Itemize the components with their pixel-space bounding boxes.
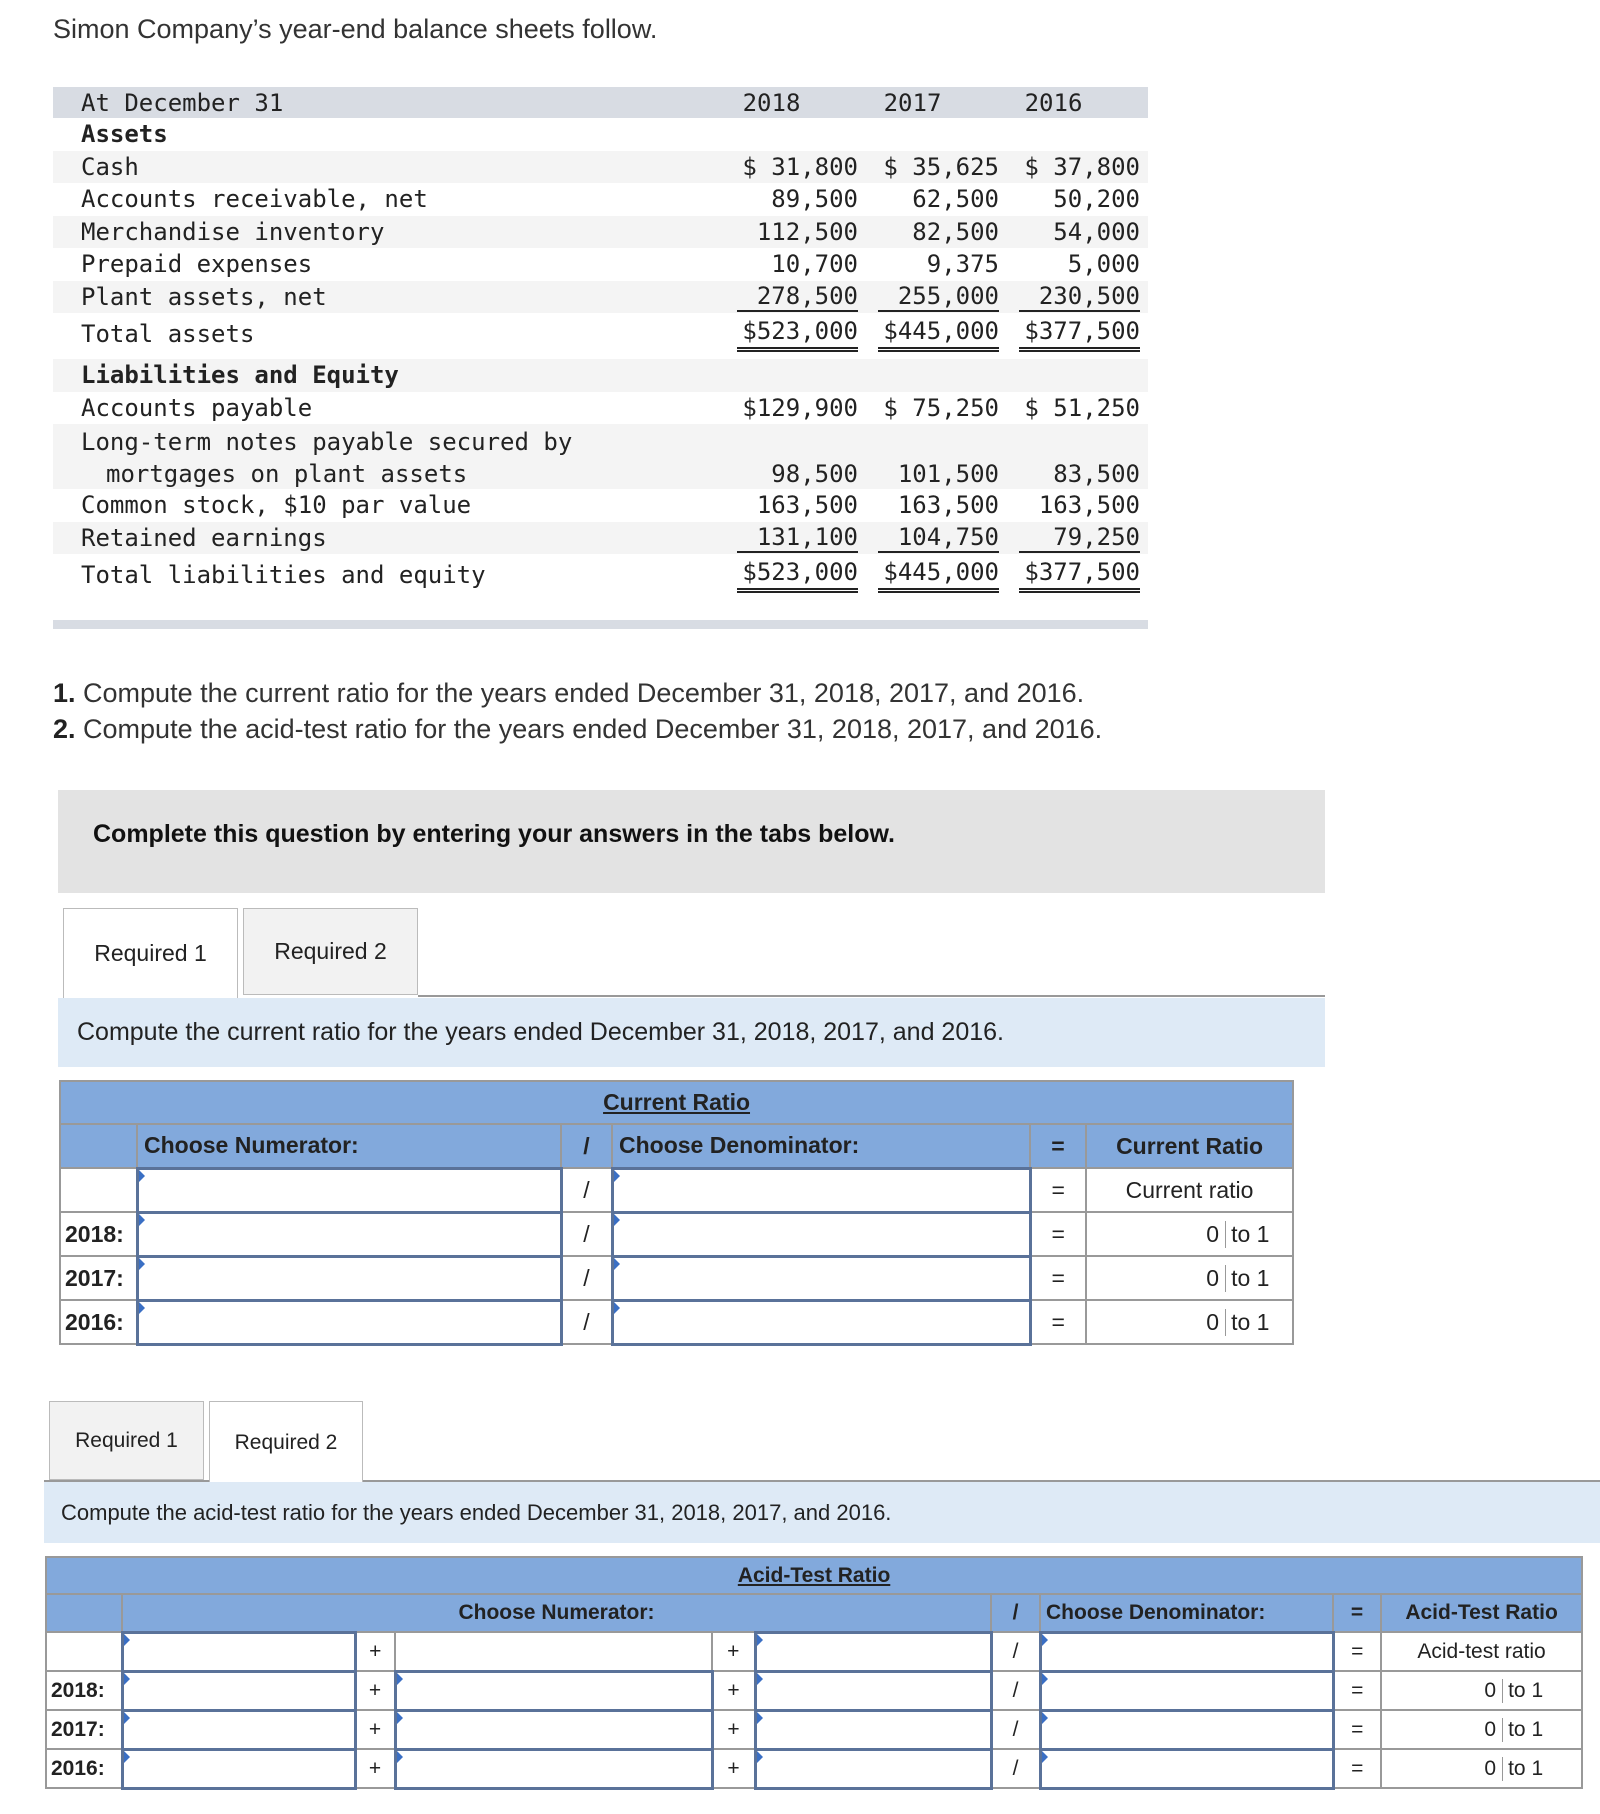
asset-row bbox=[53, 248, 1148, 281]
plus: + bbox=[712, 1632, 755, 1671]
amount: $377,500 bbox=[1019, 558, 1140, 593]
tab-required-2[interactable] bbox=[243, 908, 418, 995]
amount: $377,500 bbox=[1019, 317, 1140, 352]
amount: 230,500 bbox=[1019, 282, 1140, 312]
numerator-3-select[interactable] bbox=[755, 1671, 991, 1710]
amount: 79,250 bbox=[1019, 523, 1140, 553]
equals: = bbox=[1030, 1124, 1086, 1168]
amount: 98,500 bbox=[771, 460, 858, 488]
numerator-select[interactable] bbox=[137, 1212, 561, 1256]
plus: + bbox=[712, 1710, 755, 1749]
ratio-value: 0 bbox=[1382, 1679, 1503, 1703]
amount: 89,500 bbox=[771, 185, 858, 214]
slash: / bbox=[991, 1594, 1040, 1632]
question-1 bbox=[53, 678, 1084, 709]
liability-row bbox=[53, 424, 1148, 489]
ratio-value: 0 bbox=[1087, 1221, 1226, 1248]
row-label: Accounts receivable, net bbox=[81, 185, 428, 214]
year-label: 2017: bbox=[46, 1710, 122, 1749]
slash: / bbox=[991, 1632, 1040, 1671]
denominator-header: Choose Denominator: bbox=[1040, 1594, 1333, 1632]
numerator-2-select[interactable] bbox=[395, 1749, 712, 1788]
year-label: 2018: bbox=[60, 1212, 137, 1256]
plus: + bbox=[355, 1671, 395, 1710]
numerator-1-label-select[interactable] bbox=[122, 1632, 355, 1671]
denominator-select[interactable] bbox=[612, 1300, 1030, 1344]
slash: / bbox=[991, 1749, 1040, 1788]
year-label: 2016: bbox=[60, 1300, 137, 1344]
amount: $523,000 bbox=[737, 558, 858, 593]
amount: $523,000 bbox=[737, 317, 858, 352]
amount: 5,000 bbox=[1067, 250, 1140, 279]
slash: / bbox=[561, 1256, 612, 1300]
numerator-2-blank bbox=[395, 1632, 712, 1671]
plus: + bbox=[355, 1632, 395, 1671]
amount: 255,000 bbox=[878, 282, 999, 312]
current-ratio-table bbox=[59, 1080, 1294, 1346]
amount: 83,500 bbox=[1053, 460, 1140, 488]
row-label: Merchandise inventory bbox=[81, 217, 385, 246]
amount: $445,000 bbox=[878, 558, 999, 593]
equals: = bbox=[1030, 1256, 1086, 1300]
year-label: 2018: bbox=[46, 1671, 122, 1710]
numerator-select[interactable] bbox=[137, 1256, 561, 1300]
slash: / bbox=[561, 1168, 612, 1212]
denominator-select[interactable] bbox=[1040, 1710, 1333, 1749]
amount: 101,500 bbox=[897, 460, 999, 488]
ratio-value: 0 bbox=[1087, 1309, 1226, 1336]
ratio-suffix: to 1 bbox=[1231, 1308, 1270, 1335]
slash: / bbox=[561, 1300, 612, 1344]
total-liabilities-row bbox=[53, 554, 1148, 596]
tab-label: Required 2 bbox=[234, 1430, 338, 1454]
amount: $ 51,250 bbox=[1024, 393, 1140, 422]
tab-required-2[interactable] bbox=[209, 1401, 363, 1483]
result-header: Current Ratio bbox=[1086, 1124, 1293, 1168]
table-row bbox=[60, 1256, 1293, 1300]
equals: = bbox=[1030, 1300, 1086, 1344]
ratio-suffix: to 1 bbox=[1508, 1756, 1544, 1780]
amount: 82,500 bbox=[912, 217, 999, 246]
amount: $445,000 bbox=[878, 317, 999, 352]
row-label: Total assets bbox=[81, 320, 255, 348]
slash: / bbox=[991, 1710, 1040, 1749]
amount: 163,500 bbox=[756, 491, 858, 520]
row-label-cont: mortgages on plant assets bbox=[106, 460, 468, 488]
table-bottom-bar bbox=[53, 620, 1148, 629]
amount: 278,500 bbox=[737, 282, 858, 312]
year-label: 2017: bbox=[60, 1256, 137, 1300]
instruction-text: Complete this question by entering your answers in the tabs below. bbox=[93, 820, 895, 848]
row-label: Accounts payable bbox=[81, 393, 313, 422]
tab-required-1[interactable] bbox=[49, 1401, 204, 1480]
amount: 9,375 bbox=[926, 250, 999, 279]
numerator-1-select[interactable] bbox=[122, 1710, 355, 1749]
row-label: Long-term notes payable secured by bbox=[81, 428, 573, 456]
amount: 54,000 bbox=[1053, 217, 1140, 246]
slash: / bbox=[561, 1212, 612, 1256]
asset-row bbox=[53, 216, 1148, 249]
question-text: Compute the acid-test ratio for the years ended December 31, 2018, 2017, and 2016. bbox=[75, 714, 1103, 744]
row-label: Cash bbox=[81, 152, 139, 181]
equals: = bbox=[1030, 1212, 1086, 1256]
table-row bbox=[46, 1710, 1582, 1749]
row-label: Retained earnings bbox=[81, 523, 327, 552]
equals: = bbox=[1333, 1594, 1381, 1632]
table-title: Acid-Test Ratio bbox=[46, 1557, 1582, 1594]
numerator-select[interactable] bbox=[137, 1300, 561, 1344]
result-label: Acid-test ratio bbox=[1381, 1632, 1582, 1671]
tab-required-1[interactable] bbox=[63, 908, 238, 998]
tab-label: Required 1 bbox=[94, 940, 207, 966]
row-label: Prepaid expenses bbox=[81, 250, 313, 279]
table-row bbox=[60, 1212, 1293, 1256]
equals: = bbox=[1333, 1749, 1381, 1788]
denominator-select[interactable] bbox=[1040, 1671, 1333, 1710]
amount: 104,750 bbox=[878, 523, 999, 553]
ratio-suffix: to 1 bbox=[1231, 1220, 1270, 1247]
balance-sheet-header bbox=[53, 87, 1148, 118]
amount: $ 37,800 bbox=[1024, 152, 1140, 181]
row-label: Common stock, $10 par value bbox=[81, 491, 472, 520]
liability-row bbox=[53, 522, 1148, 555]
table-row bbox=[60, 1300, 1293, 1344]
req2-instruction: Compute the acid-test ratio for the years ended December 31, 2018, 2017, and 2016. bbox=[44, 1482, 1600, 1543]
denominator-label-select[interactable] bbox=[1040, 1632, 1333, 1671]
numerator-header: Choose Numerator: bbox=[122, 1594, 991, 1632]
numerator-3-select[interactable] bbox=[755, 1710, 991, 1749]
equals: = bbox=[1333, 1632, 1381, 1671]
ratio-suffix: to 1 bbox=[1508, 1678, 1544, 1702]
numerator-1-select[interactable] bbox=[122, 1671, 355, 1710]
amount: 163,500 bbox=[897, 491, 999, 520]
equals: = bbox=[1333, 1710, 1381, 1749]
plus: + bbox=[712, 1749, 755, 1788]
req1-instruction: Compute the current ratio for the years ended December 31, 2018, 2017, and 2016. bbox=[58, 998, 1325, 1067]
header-label: At December 31 bbox=[81, 88, 284, 117]
amount: $129,900 bbox=[742, 393, 858, 422]
amount: 131,100 bbox=[737, 523, 858, 553]
year-2018: 2018 bbox=[742, 88, 801, 117]
total-assets-row bbox=[53, 313, 1148, 355]
balance-sheet bbox=[53, 87, 1148, 596]
ratio-value: 0 bbox=[1382, 1757, 1503, 1781]
liabilities-heading: Liabilities and Equity bbox=[81, 361, 399, 390]
question-number: 1. bbox=[53, 678, 76, 708]
slash: / bbox=[561, 1124, 612, 1168]
amount: $ 35,625 bbox=[883, 152, 999, 181]
equals: = bbox=[1030, 1168, 1086, 1212]
numerator-header: Choose Numerator: bbox=[137, 1124, 561, 1168]
result-label: Current ratio bbox=[1086, 1168, 1293, 1212]
year-2017: 2017 bbox=[883, 88, 942, 117]
table-row bbox=[46, 1749, 1582, 1788]
ratio-value: 0 bbox=[1087, 1265, 1226, 1292]
liability-row bbox=[53, 392, 1148, 425]
denominator-select[interactable] bbox=[612, 1212, 1030, 1256]
result-header: Acid-Test Ratio bbox=[1381, 1594, 1582, 1632]
ratio-suffix: to 1 bbox=[1508, 1717, 1544, 1741]
assets-heading: Assets bbox=[81, 120, 168, 149]
amount: 62,500 bbox=[912, 185, 999, 214]
amount: 10,700 bbox=[771, 250, 858, 279]
amount: $ 75,250 bbox=[883, 393, 999, 422]
denominator-header: Choose Denominator: bbox=[612, 1124, 1030, 1168]
numerator-2-select[interactable] bbox=[395, 1710, 712, 1749]
plus: + bbox=[355, 1710, 395, 1749]
ratio-value: 0 bbox=[1382, 1718, 1503, 1742]
amount: 163,500 bbox=[1038, 491, 1140, 520]
liability-row bbox=[53, 489, 1148, 522]
denominator-select[interactable] bbox=[612, 1256, 1030, 1300]
tab-label: Required 2 bbox=[274, 938, 387, 964]
numerator-1-select[interactable] bbox=[122, 1749, 355, 1788]
numerator-3-select[interactable] bbox=[755, 1749, 991, 1788]
numerator-label-select[interactable] bbox=[137, 1168, 561, 1212]
year-label: 2016: bbox=[46, 1749, 122, 1788]
intro-text: Simon Company’s year-end balance sheets follow. bbox=[53, 14, 658, 44]
table-title: Current Ratio bbox=[60, 1081, 1293, 1124]
tab-label: Required 1 bbox=[75, 1428, 178, 1452]
denominator-select[interactable] bbox=[1040, 1749, 1333, 1788]
amount: $ 31,800 bbox=[742, 152, 858, 181]
question-number: 2. bbox=[53, 714, 76, 744]
numerator-3-label-select[interactable] bbox=[755, 1632, 991, 1671]
asset-row bbox=[53, 281, 1148, 314]
asset-row bbox=[53, 151, 1148, 184]
asset-row bbox=[53, 183, 1148, 216]
slash: / bbox=[991, 1671, 1040, 1710]
equals: = bbox=[1333, 1671, 1381, 1710]
table-row bbox=[46, 1671, 1582, 1710]
tab-divider bbox=[418, 995, 1325, 997]
row-label: Total liabilities and equity bbox=[81, 561, 486, 589]
instruction-box bbox=[58, 790, 1325, 893]
acid-test-ratio-table bbox=[45, 1556, 1583, 1790]
numerator-2-select[interactable] bbox=[395, 1671, 712, 1710]
question-text: Compute the current ratio for the years ended December 31, 2018, 2017, and 2016. bbox=[75, 678, 1085, 708]
amount: 112,500 bbox=[756, 217, 858, 246]
year-2016: 2016 bbox=[1024, 88, 1083, 117]
amount: 50,200 bbox=[1053, 185, 1140, 214]
plus: + bbox=[712, 1671, 755, 1710]
question-2 bbox=[53, 714, 1102, 745]
ratio-suffix: to 1 bbox=[1231, 1264, 1270, 1291]
row-label: Plant assets, net bbox=[81, 282, 327, 311]
plus: + bbox=[355, 1749, 395, 1788]
denominator-label-select[interactable] bbox=[612, 1168, 1030, 1212]
